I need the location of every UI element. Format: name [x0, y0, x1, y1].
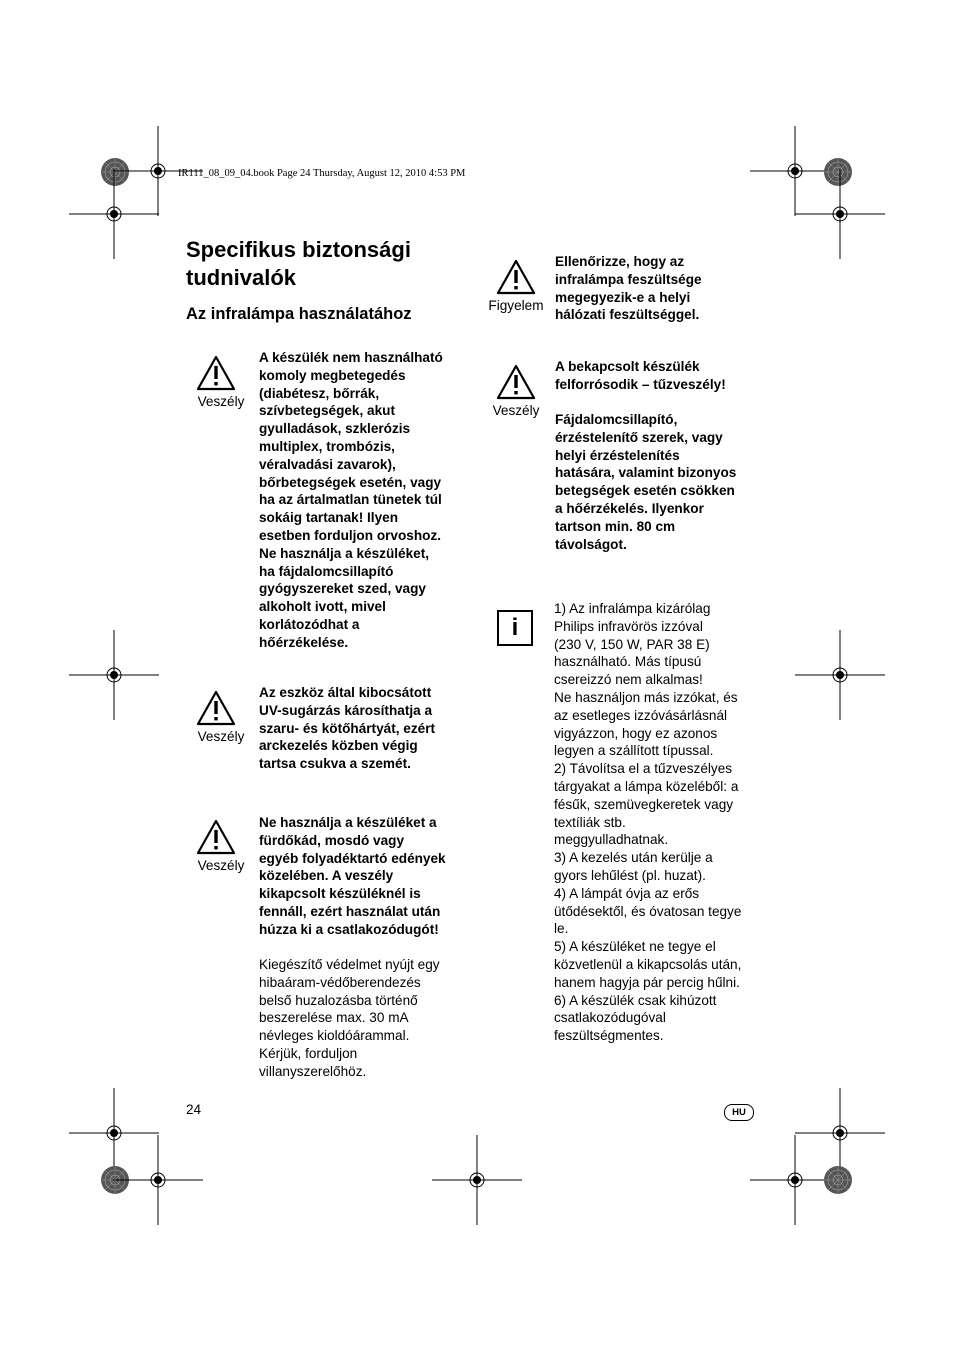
language-badge: HU [724, 1104, 754, 1121]
warning-block-3-icon-group [196, 819, 236, 860]
warning-block-1-icon-group [196, 355, 236, 396]
section-subtitle: Az infralámpa használatához [186, 305, 412, 323]
warning-icon [496, 259, 536, 295]
warning-icon [196, 690, 236, 726]
registration-cross-icon [795, 169, 885, 259]
info-list: 1) Az infralámpa kizárólag Philips infravörös izzóval (230 V, 150 W, PAR 38 E) használható. Más típusú csereizzó nem alkalmas! Ne használjon más izzókat, és az esetleges izzóvásárlásnál vigyázzon, hogy ez azonos legyen a szállított típussal. 2) Távolítsa el a tűzveszélyes tárgyakat a lámpa közeléből: a fésűk, szemüvegkeretek vagy textíliák stb. meggyulladhatnak. 3) A kezelés után kerülje a gyors lehűlést (pl. huzat). 4) A lámpát óvja az erős ütődésektől, és óvatosan tegye le. 5) A készüléket ne tegye el közvetlenül a kikapcsolás után, hanem hagyja pár percig hűlni. 6) A készülék csak kihúzott csatlakozódugóval feszültségmentes. [554, 601, 742, 1044]
warning-block-2-icon-group [196, 690, 236, 731]
registration-cross-icon [69, 630, 159, 720]
warning-block-4-icon-group [496, 364, 536, 405]
print-file-info: IR111_08_09_04.book Page 24 Thursday, August 12, 2010 4:53 PM [178, 168, 466, 179]
warning-label: Veszély [197, 729, 245, 744]
warning-text-block: Fájdalomcsillapító, érzéstelenítő szerek, vagy helyi érzéstelenítés hatására, valamint bizonyos betegségek esetén csökken a hőérzékelés. Ilyenkor tartson min. 80 cm távolságot. [555, 412, 737, 552]
info-icon: i [497, 610, 533, 646]
registration-cross-icon [69, 169, 159, 259]
warning-icon [196, 819, 236, 855]
registration-cross-icon [795, 630, 885, 720]
warning-label: Veszély [197, 394, 245, 409]
registration-star-icon [824, 1166, 852, 1194]
caution-text-block: Ellenőrizze, hogy az infralámpa feszültsége megegyezik-e a helyi hálózati feszültséggel. [555, 254, 702, 323]
warning-text-block: A bekapcsolt készülék felforrósodik – tűzveszély! [555, 359, 726, 392]
registration-cross-icon [69, 1088, 159, 1178]
registration-cross-icon [432, 1135, 522, 1225]
warning-text-block: A készülék nem használható komoly megbetegedés (diabétesz, bőrrák, szívbetegségek, akut gyulladások, szklerózis multiplex, trombózis, véralvadási zavarok), bőrbetegségek esetén, vagy ha az ártalmatlan tünetek túl sokáig tartanak! Ilyen esetben forduljon orvoshoz. Ne használja a készüléket, ha fájdalomcsillapító gyógyszereket szed, vagy alkoholt ivott, mivel korlátozódhat a hőérzékelése. [259, 350, 443, 650]
warning-label: Veszély [492, 403, 540, 418]
page-number: 24 [186, 1102, 202, 1117]
warning-text-block: Ne használja a készüléket a fürdőkád, mosdó vagy egyéb folyadéktartó edények közelében. A veszély kikapcsolt készüléknél is fennáll, ezért használat után húzza ki a csatlakozódugót! [259, 815, 446, 937]
caution-block-icon-group [496, 259, 536, 300]
page-title: Specifikus biztonsági tudnivalók [186, 237, 411, 290]
warning-icon [496, 364, 536, 400]
registration-cross-icon [113, 1135, 203, 1225]
registration-star-icon [101, 158, 129, 186]
warning-icon [196, 355, 236, 391]
registration-cross-icon [795, 1088, 885, 1178]
warning-text-block: Az eszköz által kibocsátott UV-sugárzás károsíthatja a szaru- és kötőhártyát, ezért arckezelés közben végig tartsa csukva a szemét. [259, 685, 436, 772]
info-paragraph: Kiegészítő védelmet nyújt egy hibaáram-védőberendezés belső huzalozásba történő beszerelése max. 30 mA névleges kioldóárammal. Kérjük, forduljon villanyszerelőhöz. [259, 957, 440, 1079]
caution-label: Figyelem [488, 298, 544, 313]
warning-label: Veszély [197, 858, 245, 873]
registration-star-icon [824, 158, 852, 186]
